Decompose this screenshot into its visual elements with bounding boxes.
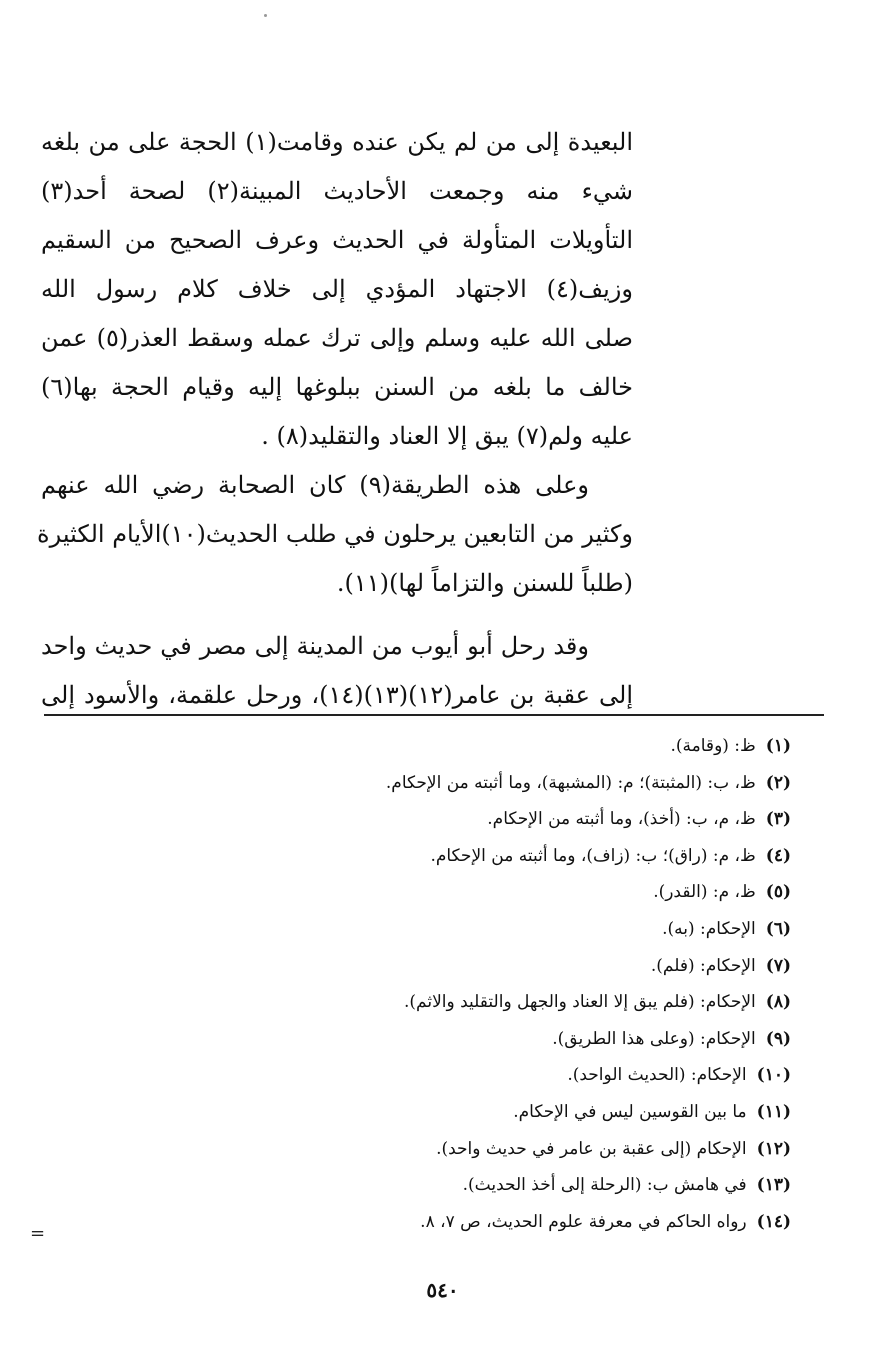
footnote-number: (١١) [756,1101,791,1122]
footnote-text: ظ: (وقامة). [670,736,756,756]
body-line: وزيف(٤) الاجتهاد المؤدي إلى خلاف كلام رسول الله [41,275,633,303]
footnote [151,838,791,875]
footnote-text: ظ، م: (راق)؛ ب: (زاف)، وما أثبته من الإحكام. [430,845,756,866]
footnote-text: رواه الحاكم في معرفة علوم الحديث، ص ٧، ٨. [420,1211,747,1232]
footnote-text: الإحكام (إلى عقبة بن عامر في حديث واحد). [436,1138,747,1159]
footnote-text: الإحكام: (وعلى هذا الطريق). [552,1028,756,1049]
footnote-number: (١) [765,736,791,756]
footnote [151,728,791,765]
footnote [151,948,791,985]
footnote-number: (٢) [765,772,791,793]
footnote-text: ظ، م، ب: (أخذ)، وما أثبته من الإحكام. [487,809,756,830]
footnote-number: (١٠) [756,1065,791,1086]
footnote [151,1057,791,1094]
body-line: البعيدة إلى من لم يكن عنده وقامت(١) الحجة على من بلغه [41,128,633,156]
body-line: التأويلات المتأولة في الحديث وعرف الصحيح من السقيم [41,226,633,254]
footnote-number: (٧) [765,955,791,976]
page-speck [264,14,267,17]
footnote-number: (٦) [765,918,791,939]
body-line: وعلى هذه الطريقة(٩) كان الصحابة رضي الله عنهم [41,471,590,499]
footnote-number: (٤) [765,845,791,866]
body-line: وقد رحل أبو أيوب من المدينة إلى مصر في حديث واحد [41,632,589,660]
body-line: (طلباً للسنن والتزاماً لها)(١١). [336,569,633,597]
footnote [151,1021,791,1058]
footnote-text: الإحكام: (فلم يبق إلا العناد والجهل والتقليد والاثم). [404,992,756,1013]
footnote [151,1131,791,1168]
footnote-number: (١٤) [756,1211,791,1232]
main-text-block [37,118,634,720]
footnote [151,874,791,911]
footnote [151,1094,791,1131]
body-line: إلى عقبة بن عامر(١٢)(١٣)(١٤)، ورحل علقمة، والأسود إلى [41,681,634,709]
footnote-number: (٥) [765,882,791,903]
footnote [151,801,791,838]
footnote-text: الإحكام: (به). [662,918,756,939]
body-line: شيء منه وجمعت الأحاديث المبينة(٢) لصحة أحد(٣) [41,177,633,205]
page-number: ٥٤٠ [426,1278,459,1302]
footnote [151,765,791,802]
body-line: عليه ولم(٧) يبق إلا العناد والتقليد(٨) . [261,422,633,450]
footnote-text: في هامش ب: (الرحلة إلى أخذ الحديث). [462,1175,747,1196]
footnote-number: (٩) [765,1028,791,1049]
footnote-number: (١٢) [756,1138,791,1159]
body-line: وكثير من التابعين يرحلون في طلب الحديث(١٠)الأيام الكثيرة [37,520,633,548]
footnote-text: ما بين القوسين ليس في الإحكام. [513,1101,747,1122]
footnote-text: الإحكام: (فلم). [650,955,756,976]
footnote [151,1204,791,1241]
footnote-number: (٣) [765,809,791,830]
body-line: صلى الله عليه وسلم وإلى ترك عمله وسقط العذر(٥) عمن [41,324,633,352]
footnote-text: الإحكام: (الحديث الواحد). [567,1065,747,1086]
footnote [151,984,791,1021]
footnote-text: ظ، م: (القدر). [653,882,756,903]
body-line: خالف ما بلغه من السنن ببلوغها إليه وقيام الحجة بها(٦) [41,373,633,401]
footnote-separator [44,714,824,716]
footnote-text: ظ، ب: (المثبتة)؛ م: (المشبهة)، وما أثبته من الإحكام. [385,772,756,793]
footnote-number: (١٣) [756,1175,791,1196]
footnote [151,1167,791,1204]
continuation-mark: = [30,1223,46,1244]
footnotes-list [151,728,791,1240]
footnote [151,911,791,948]
footnote-number: (٨) [765,992,791,1013]
